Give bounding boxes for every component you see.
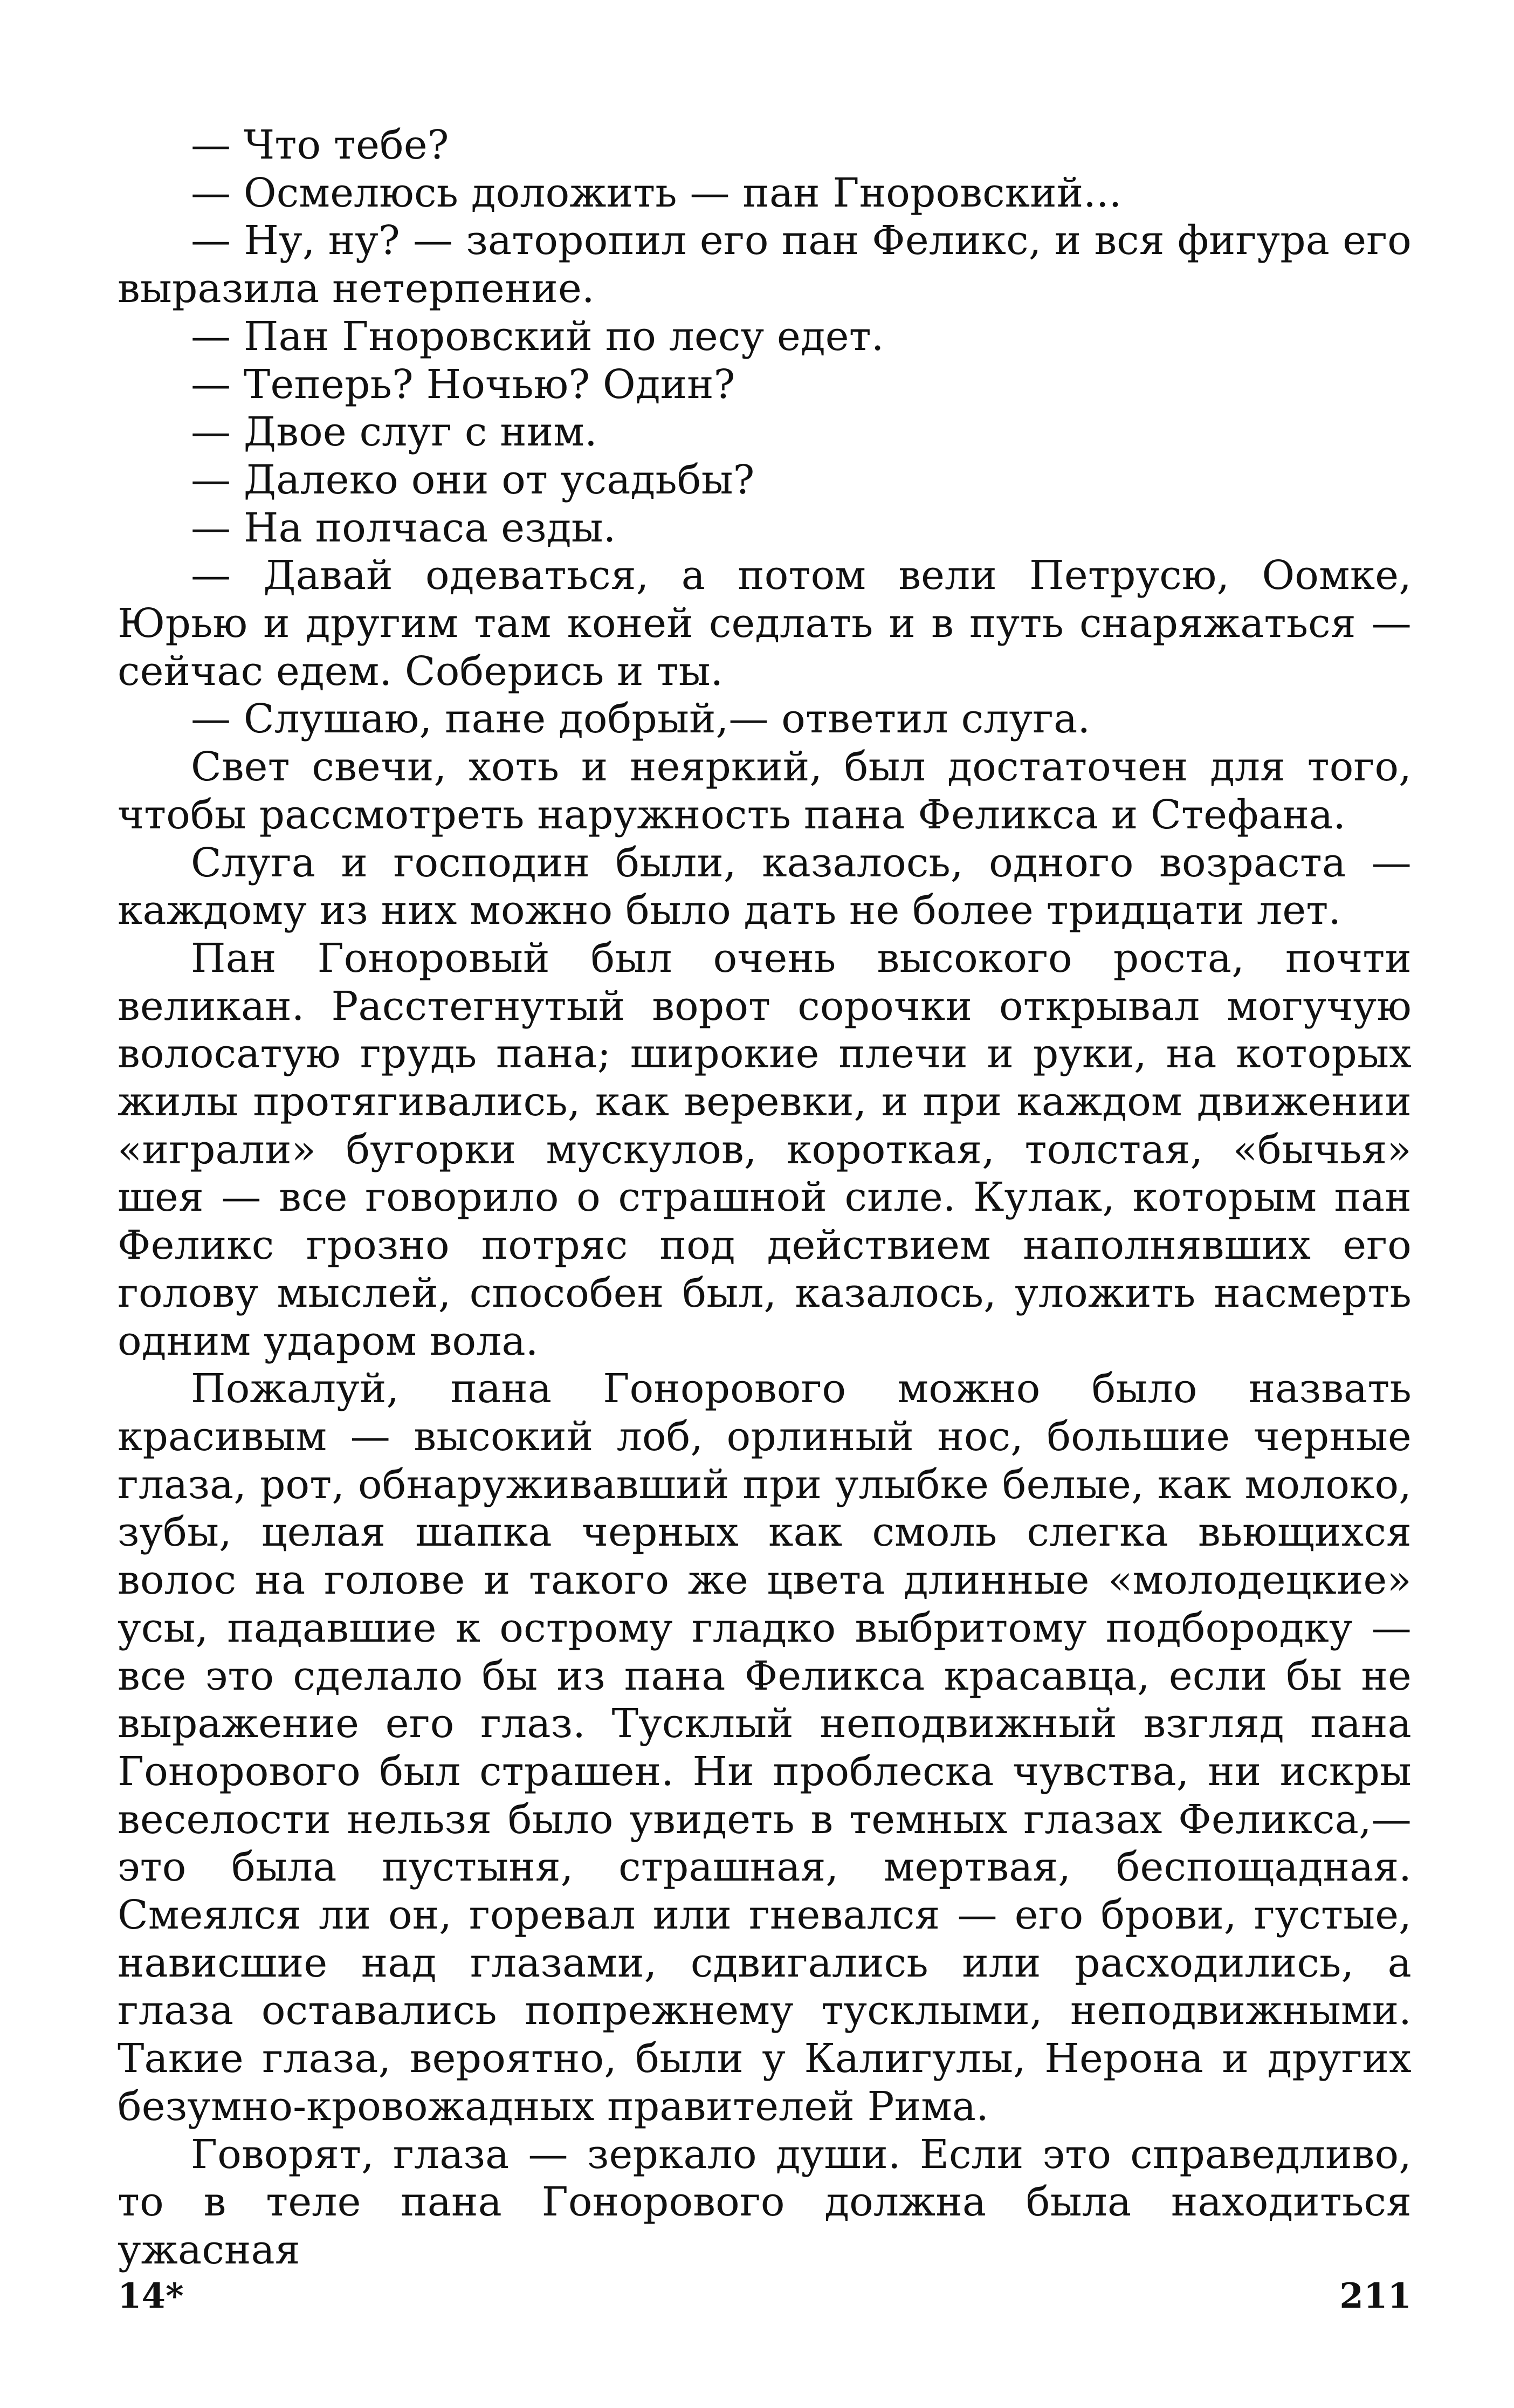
- page-number: 211: [1339, 2276, 1412, 2316]
- paragraph: — Что тебе?: [191, 122, 449, 168]
- paragraph: — Давай одеваться, а потом вели Петрусю, Оомке, Юрью и другим там коней седлать и в путь снаряжаться — сейчас едем. Соберись и ты.: [118, 552, 1412, 695]
- page-body: [118, 121, 1412, 2274]
- paragraph: — Двое слуг с ним.: [191, 409, 597, 456]
- paragraph: — Теперь? Ночью? Один?: [191, 361, 735, 408]
- paragraph: Говорят, глаза — зеркало души. Если это справедливо, то в теле пана Гонорового должна была находиться ужасная: [118, 2131, 1412, 2273]
- paragraph: — Слушаю, пане добрый,— ответил слуга.: [191, 696, 1091, 743]
- paragraph: — На полчаса езды.: [191, 504, 616, 551]
- paragraph: Пожалуй, пана Гонорового можно было назвать красивым — высокий лоб, орлиный нос, большие черные глаза, рот, обнаруживавший при улыбке белые, как молоко, зубы, целая шапка черных как смоль слегка вьющихся волос на голове и такого же цвета длинные «молодецкие» усы, падавшие к острому гладко выбритому подбородку — все это сделало бы из пана Феликса красавца, если бы не выражение его глаз. Тусклый неподвижный взгляд пана Гонорового был страшен. Ни проблеска чувства, ни искры веселости нельзя было увидеть в темных глазах Феликса,— это была пустыня, страшная, мертвая, беспощадная. Смеялся ли он, горевал или гневался — его брови, густые, нависшие над глазами, сдвигались или расходились, а глаза оставались попрежнему тусклыми, неподвижными. Такие глаза, вероятно, были у Калигулы, Нерона и других безумно-кровожадных правителей Рима.: [118, 1366, 1412, 2130]
- signature-mark: 14*: [118, 2276, 184, 2316]
- paragraph: — Ну, ну? — заторопил его пан Феликс, и вся фигура его выразила нетерпение.: [118, 217, 1412, 312]
- paragraph: — Пан Гноровский по лесу едет.: [191, 313, 884, 360]
- paragraph: Свет свечи, хоть и неяркий, был достаточен для того, чтобы рассмотреть наружность пана Феликса и Стефана.: [118, 744, 1412, 838]
- paragraph: — Далеко они от усадьбы?: [191, 456, 755, 503]
- paragraph: — Осмелюсь доложить — пан Гноровский...: [191, 169, 1122, 216]
- page-footer: [118, 2276, 1412, 2316]
- paragraph: Пан Гоноровый был очень высокого роста, почти великан. Расстегнутый ворот сорочки открывал могучую волосатую грудь пана; широкие плечи и руки, на которых жилы протягивались, как веревки, и при каждом движении «играли» бугорки мускулов, короткая, толстая, «бычья» шея — все говорило о страшной силе. Кулак, которым пан Феликс грозно потряс под действием наполнявших его голову мыслей, способен был, казалось, уложить насмерть одним ударом вола.: [118, 935, 1412, 1364]
- text-block: [118, 121, 1412, 2274]
- paragraph: Слуга и господин были, казалось, одного возраста — каждому из них можно было дать не более тридцати лет.: [118, 839, 1412, 934]
